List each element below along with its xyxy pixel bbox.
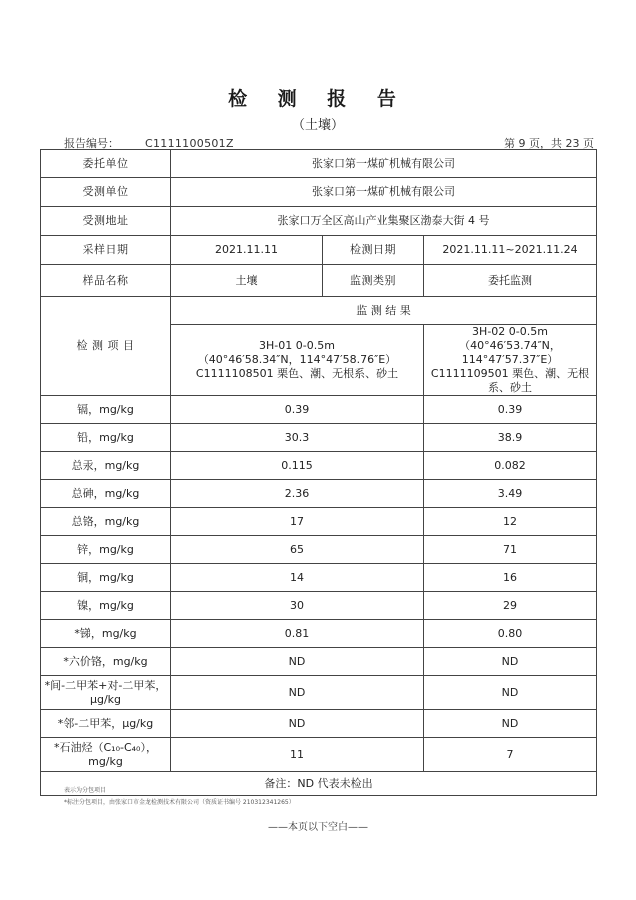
report-number-value: C1111100501Z (145, 137, 234, 150)
result-value-site-2: 0.80 (424, 620, 597, 648)
result-item: *六价铬，mg/kg (41, 648, 171, 676)
result-row (41, 508, 597, 536)
results-header-row (41, 297, 597, 325)
result-value-site-2: ND (424, 710, 597, 738)
result-value-site-2: 16 (424, 564, 597, 592)
result-item: 总汞，mg/kg (41, 452, 171, 480)
site-1-coords: （40°46′58.34″N，114°47′58.76″E） (197, 353, 397, 366)
result-value-site-2: ND (424, 648, 597, 676)
site-2-header (424, 325, 597, 396)
result-value-site-1: 0.81 (171, 620, 424, 648)
result-value-site-1: ND (171, 710, 424, 738)
result-row (41, 648, 597, 676)
footnote-subcontractor: *标注分包项目，由张家口市金龙检测技术有限公司（资质证书编号 210312341265） (64, 799, 295, 806)
result-item: 总砷，mg/kg (41, 480, 171, 508)
result-value-site-1: 14 (171, 564, 424, 592)
sampling-date-label: 采样日期 (41, 236, 171, 265)
result-value-site-1: ND (171, 648, 424, 676)
note: 备注：ND 代表未检出 (41, 772, 597, 796)
site-2-desc: C1111109501 栗色、潮、无根系、砂土 (430, 367, 590, 394)
result-value-site-1: 30.3 (171, 424, 424, 452)
result-value-site-2: 3.49 (424, 480, 597, 508)
results-header: 监 测 结 果 (171, 297, 597, 325)
result-item: 锌，mg/kg (41, 536, 171, 564)
sample-name-value: 土壤 (171, 265, 323, 297)
result-row (41, 620, 597, 648)
result-item-line: *间-二甲苯+对-二甲苯， (44, 678, 167, 692)
report-subtitle: （土壤） (291, 118, 344, 133)
result-item: 铅，mg/kg (41, 424, 171, 452)
result-item: *锑，mg/kg (41, 620, 171, 648)
result-item-line: *石油烃（C₁₀-C₄₀）， (54, 740, 157, 754)
sampling-date-value: 2021.11.11 (171, 236, 323, 265)
result-value-site-2: 29 (424, 592, 597, 620)
result-row (41, 424, 597, 452)
result-value-site-2: 0.082 (424, 452, 597, 480)
result-row (41, 396, 597, 424)
site-1-header (171, 325, 424, 396)
result-item: 镉，mg/kg (41, 396, 171, 424)
client-row (41, 150, 597, 178)
result-item (41, 738, 171, 772)
result-value-site-1: ND (171, 676, 424, 710)
result-value-site-2: ND (424, 676, 597, 710)
site-1-name: 3H-01 0-0.5m (259, 339, 335, 352)
report-title: 检 测 报 告 (228, 88, 408, 110)
result-value-site-1: 30 (171, 592, 424, 620)
result-item-unit: μg/kg (89, 692, 122, 706)
result-row (41, 676, 597, 710)
address-value: 张家口万全区高山产业集聚区渤泰大街 4 号 (171, 207, 597, 236)
report-number-label: 报告编号： (64, 137, 119, 150)
result-row (41, 480, 597, 508)
result-value-site-1: 17 (171, 508, 424, 536)
result-value-site-1: 0.115 (171, 452, 424, 480)
sample-name-label: 样品名称 (41, 265, 171, 297)
result-item: 镍，mg/kg (41, 592, 171, 620)
report-table (40, 149, 597, 796)
result-item: 总铬，mg/kg (41, 508, 171, 536)
result-item: 铜，mg/kg (41, 564, 171, 592)
page-info: 第 9 页，共 23 页 (504, 137, 594, 150)
result-value-site-2: 71 (424, 536, 597, 564)
result-item: *邻-二甲苯，μg/kg (41, 710, 171, 738)
result-value-site-2: 7 (424, 738, 597, 772)
inspected-unit-value: 张家口第一煤矿机械有限公司 (171, 178, 597, 207)
result-row (41, 592, 597, 620)
result-row (41, 738, 597, 772)
site-1-desc: C1111108501 栗色、潮、无根系、砂土 (195, 367, 399, 380)
client-label: 委托单位 (41, 150, 171, 178)
site-2-coords: （40°46′53.74″N，114°47′57.37″E） (459, 339, 561, 366)
site-2-name: 3H-02 0-0.5m (472, 325, 548, 338)
result-value-site-2: 12 (424, 508, 597, 536)
result-row (41, 564, 597, 592)
result-row (41, 452, 597, 480)
result-row (41, 710, 597, 738)
sample-row (41, 265, 597, 297)
address-label: 受测地址 (41, 207, 171, 236)
note-row (41, 772, 597, 796)
address-row (41, 207, 597, 236)
date-row (41, 236, 597, 265)
footnote-subcontract: 表示为分包项目 (64, 787, 107, 794)
client-value: 张家口第一煤矿机械有限公司 (171, 150, 597, 178)
monitor-type-value: 委托监测 (424, 265, 597, 297)
result-row (41, 536, 597, 564)
result-item (41, 676, 171, 710)
result-value-site-2: 0.39 (424, 396, 597, 424)
testing-date-value: 2021.11.11~2021.11.24 (424, 236, 597, 265)
end-of-page-mark: ——本页以下空白—— (268, 822, 368, 833)
result-value-site-1: 2.36 (171, 480, 424, 508)
item-header: 检 测 项 目 (41, 297, 171, 396)
inspected-unit-label: 受测单位 (41, 178, 171, 207)
inspected-unit-row (41, 178, 597, 207)
result-value-site-2: 38.9 (424, 424, 597, 452)
monitor-type-label: 监测类别 (323, 265, 424, 297)
result-value-site-1: 0.39 (171, 396, 424, 424)
result-value-site-1: 65 (171, 536, 424, 564)
testing-date-label: 检测日期 (323, 236, 424, 265)
result-item-unit: mg/kg (88, 754, 123, 768)
result-value-site-1: 11 (171, 738, 424, 772)
